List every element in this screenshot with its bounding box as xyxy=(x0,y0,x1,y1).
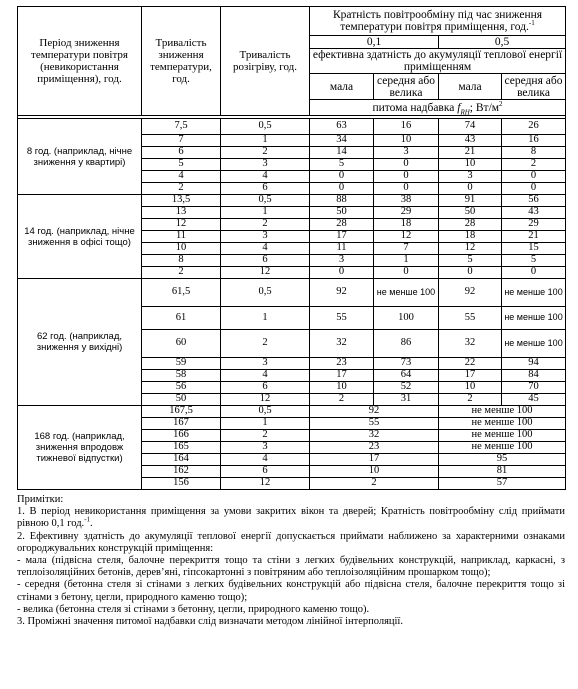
notes xyxy=(17,494,565,628)
value-cell: 5 xyxy=(310,159,374,171)
value-cell: 5 xyxy=(439,255,502,267)
header-cap-low-2: мала xyxy=(439,74,502,100)
header-cap-mid-1: середня або велика xyxy=(374,74,439,100)
value-cell: 167 xyxy=(142,418,221,430)
value-cell: 18 xyxy=(374,219,439,231)
value-cell: 2 xyxy=(502,159,566,171)
value-cell: 2 xyxy=(142,183,221,195)
value-cell: 7,5 xyxy=(142,119,221,135)
table-row xyxy=(18,279,566,307)
value-cell: 1 xyxy=(374,255,439,267)
value-cell: 1 xyxy=(221,207,310,219)
value-cell: 4 xyxy=(221,454,310,466)
value-cell: 4 xyxy=(142,171,221,183)
value-cell: 4 xyxy=(221,243,310,255)
value-cell: 12 xyxy=(374,231,439,243)
header-rate-0-5: 0,5 xyxy=(439,36,566,49)
period-cell: 168 год. (наприклад, зниження впродовж тижневої відпустки) xyxy=(18,406,142,490)
value-cell: 0,5 xyxy=(221,406,310,418)
value-cell: 55 xyxy=(439,307,502,330)
value-cell: 2 xyxy=(221,330,310,358)
value-cell: 16 xyxy=(374,119,439,135)
value-cell: не менше 100 xyxy=(502,330,566,358)
specific-symbol: f xyxy=(457,101,461,114)
value-cell: 74 xyxy=(439,119,502,135)
value-cell: 28 xyxy=(439,219,502,231)
value-cell: 11 xyxy=(310,243,374,255)
table-row xyxy=(18,195,566,207)
value-cell: 12 xyxy=(221,394,310,406)
value-cell: 1 xyxy=(221,135,310,147)
value-cell: 5 xyxy=(502,255,566,267)
note-3: 3. Проміжні значення питомої надбавки слід визначати методом лінійної інтерполяції. xyxy=(17,616,403,628)
value-cell: 156 xyxy=(142,478,221,490)
value-cell: 12 xyxy=(439,243,502,255)
value-cell: не менше 100 xyxy=(439,442,566,454)
note-1-text: 1. В період невикористання приміщення за умови закритих вікон та дверей; Кратність повітрообміну слід приймати рівною 0,1 год. xyxy=(17,506,565,530)
value-cell: 92 xyxy=(439,279,502,307)
value-cell: 56 xyxy=(142,382,221,394)
value-cell: 10 xyxy=(439,159,502,171)
value-cell: 81 xyxy=(439,466,566,478)
value-cell: 21 xyxy=(502,231,566,243)
value-cell: 28 xyxy=(310,219,374,231)
value-cell: 17 xyxy=(439,370,502,382)
value-cell: 167,5 xyxy=(142,406,221,418)
value-cell: 86 xyxy=(374,330,439,358)
value-cell: 0 xyxy=(374,267,439,279)
value-cell: 0 xyxy=(502,267,566,279)
value-cell: 16 xyxy=(502,135,566,147)
value-cell: 8 xyxy=(142,255,221,267)
period-cell: 62 год. (наприклад, зниження у вихідні) xyxy=(18,279,142,406)
value-cell: 22 xyxy=(439,358,502,370)
value-cell: 7 xyxy=(142,135,221,147)
note-2-low: - мала (підвісна стеля, балочне перекриття тощо та стіни з легких будівельних конструкцій, наприклад, каркасні, з теплоізоляційних бетонів, дерев’яні, гіпсокартонні з повітряним або теплоізоляційним прошарком тощо); xyxy=(17,555,565,579)
value-cell: 61 xyxy=(142,307,221,330)
value-cell: 0 xyxy=(439,183,502,195)
value-cell: 3 xyxy=(221,231,310,243)
value-cell: 12 xyxy=(142,219,221,231)
value-cell: 92 xyxy=(310,279,374,307)
header-capacity: ефективна здатність до акумуляції теплової енергії приміщенням xyxy=(310,49,566,74)
period-cell: 8 год. (наприклад, нічне зниження у квартирі) xyxy=(18,119,142,195)
value-cell: 10 xyxy=(310,466,439,478)
value-cell: 15 xyxy=(502,243,566,255)
value-cell: 0,5 xyxy=(221,119,310,135)
value-cell: 12 xyxy=(221,478,310,490)
value-cell: 63 xyxy=(310,119,374,135)
value-cell: 166 xyxy=(142,430,221,442)
value-cell: 3 xyxy=(439,171,502,183)
value-cell: 43 xyxy=(502,207,566,219)
header-cap-low-1: мала xyxy=(310,74,374,100)
value-cell: 7 xyxy=(374,243,439,255)
value-cell: 3 xyxy=(221,442,310,454)
value-cell: 3 xyxy=(374,147,439,159)
value-cell: 10 xyxy=(310,382,374,394)
value-cell: 2 xyxy=(142,267,221,279)
value-cell: 13 xyxy=(142,207,221,219)
value-cell: 11 xyxy=(142,231,221,243)
value-cell: 3 xyxy=(221,358,310,370)
value-cell: 55 xyxy=(310,418,439,430)
value-cell: 38 xyxy=(374,195,439,207)
value-cell: 59 xyxy=(142,358,221,370)
value-cell: 17 xyxy=(310,370,374,382)
value-cell: 0 xyxy=(374,159,439,171)
header-cap-mid-2: середня або велика xyxy=(502,74,566,100)
value-cell: 1 xyxy=(221,307,310,330)
header-multiplicity xyxy=(310,7,566,36)
value-cell: 29 xyxy=(374,207,439,219)
value-cell: 10 xyxy=(439,382,502,394)
value-cell: 32 xyxy=(310,330,374,358)
value-cell: не менше 100 xyxy=(439,418,566,430)
document-page xyxy=(17,6,565,628)
value-cell: 0,5 xyxy=(221,195,310,207)
value-cell: 50 xyxy=(439,207,502,219)
value-cell: 18 xyxy=(439,231,502,243)
value-cell: 0 xyxy=(439,267,502,279)
value-cell: 17 xyxy=(310,231,374,243)
value-cell: 0 xyxy=(310,267,374,279)
value-cell: 4 xyxy=(221,370,310,382)
value-cell: 64 xyxy=(374,370,439,382)
value-cell: 50 xyxy=(142,394,221,406)
value-cell: 23 xyxy=(310,358,374,370)
value-cell: 50 xyxy=(310,207,374,219)
value-cell: 43 xyxy=(439,135,502,147)
value-cell: 12 xyxy=(221,267,310,279)
value-cell: 10 xyxy=(374,135,439,147)
value-cell: 4 xyxy=(221,171,310,183)
value-cell: 32 xyxy=(310,430,439,442)
header-multiplicity-sup: -1 xyxy=(528,19,535,28)
value-cell: 32 xyxy=(439,330,502,358)
value-cell: 92 xyxy=(310,406,439,418)
value-cell: не менше 100 xyxy=(439,406,566,418)
value-cell: 100 xyxy=(374,307,439,330)
period-cell: 14 год. (наприклад, нічне зниження в офісі тощо) xyxy=(18,195,142,279)
value-cell: 21 xyxy=(439,147,502,159)
value-cell: не менше 100 xyxy=(439,430,566,442)
header-multiplicity-text: Кратність повітрообміну під час зниження температури повітря приміщення, год. xyxy=(332,9,543,33)
value-cell: 60 xyxy=(142,330,221,358)
value-cell: 91 xyxy=(439,195,502,207)
value-cell: 61,5 xyxy=(142,279,221,307)
header-duration-lower: Тривалість зниження температури, год. xyxy=(142,7,221,116)
value-cell: 52 xyxy=(374,382,439,394)
value-cell: не менше 100 xyxy=(374,279,439,307)
value-cell: 56 xyxy=(502,195,566,207)
value-cell: 0 xyxy=(374,183,439,195)
value-cell: 23 xyxy=(310,442,439,454)
value-cell: 3 xyxy=(310,255,374,267)
heat-up-allowance-table xyxy=(17,6,566,490)
value-cell: 26 xyxy=(502,119,566,135)
value-cell: 3 xyxy=(221,159,310,171)
value-cell: 55 xyxy=(310,307,374,330)
note-2: 2. Ефективну здатність до акумуляції теплової енергії допускається приймати наближено за характерними ознаками огороджувальних конструкцій приміщення: xyxy=(17,530,565,554)
specific-unit-sup: 2 xyxy=(499,99,503,108)
value-cell: 14 xyxy=(310,147,374,159)
value-cell: 34 xyxy=(310,135,374,147)
value-cell: 95 xyxy=(439,454,566,466)
value-cell: 164 xyxy=(142,454,221,466)
value-cell: 0 xyxy=(310,171,374,183)
value-cell: 84 xyxy=(502,370,566,382)
value-cell: 73 xyxy=(374,358,439,370)
value-cell: 70 xyxy=(502,382,566,394)
note-1-end: . xyxy=(90,518,93,530)
value-cell: 2 xyxy=(221,219,310,231)
value-cell: 0,5 xyxy=(221,279,310,307)
value-cell: не менше 100 xyxy=(502,279,566,307)
header-duration-warmup: Тривалість розігріву, год. xyxy=(221,7,310,116)
value-cell: 0 xyxy=(502,183,566,195)
value-cell: 8 xyxy=(502,147,566,159)
value-cell: 2 xyxy=(310,394,374,406)
notes-title: Примітки: xyxy=(17,494,64,505)
value-cell: 2 xyxy=(221,430,310,442)
value-cell: 2 xyxy=(439,394,502,406)
value-cell: 6 xyxy=(221,255,310,267)
value-cell: 88 xyxy=(310,195,374,207)
note-1 xyxy=(17,506,565,530)
value-cell: 6 xyxy=(142,147,221,159)
value-cell: 162 xyxy=(142,466,221,478)
header-specific-allowance xyxy=(310,100,566,116)
value-cell: 13,5 xyxy=(142,195,221,207)
value-cell: 31 xyxy=(374,394,439,406)
value-cell: 57 xyxy=(439,478,566,490)
value-cell: 45 xyxy=(502,394,566,406)
specific-unit: ; Вт/м xyxy=(469,101,500,114)
specific-sub: RH xyxy=(460,107,470,116)
value-cell: 6 xyxy=(221,183,310,195)
value-cell: 58 xyxy=(142,370,221,382)
value-cell: 165 xyxy=(142,442,221,454)
value-cell: 17 xyxy=(310,454,439,466)
note-1-sup: -1 xyxy=(84,515,91,524)
value-cell: 0 xyxy=(310,183,374,195)
note-2-mid: - середня (бетонна стеля зі стінами з легких будівельних конструкцій або підвісна стеля, балочне перекриття тощо зі стінами з бетону, цегли, природного каменю тощо); xyxy=(17,579,565,603)
value-cell: 1 xyxy=(221,418,310,430)
header-period: Період зниження температури повітря (невикористання приміщення), год. xyxy=(18,7,142,116)
note-2-high: - велика (бетонна стеля зі стінами з бетонну, цегли, природного каменю тощо). xyxy=(17,603,370,615)
specific-prefix: питома надбавка xyxy=(372,101,455,114)
value-cell: 29 xyxy=(502,219,566,231)
header-rate-0-1: 0,1 xyxy=(310,36,439,49)
value-cell: 5 xyxy=(142,159,221,171)
value-cell: не менше 100 xyxy=(502,307,566,330)
value-cell: 2 xyxy=(310,478,439,490)
value-cell: 6 xyxy=(221,466,310,478)
value-cell: 6 xyxy=(221,382,310,394)
value-cell: 10 xyxy=(142,243,221,255)
value-cell: 2 xyxy=(221,147,310,159)
table-row xyxy=(18,406,566,418)
value-cell: 0 xyxy=(502,171,566,183)
table-row xyxy=(18,119,566,135)
value-cell: 94 xyxy=(502,358,566,370)
value-cell: 0 xyxy=(374,171,439,183)
